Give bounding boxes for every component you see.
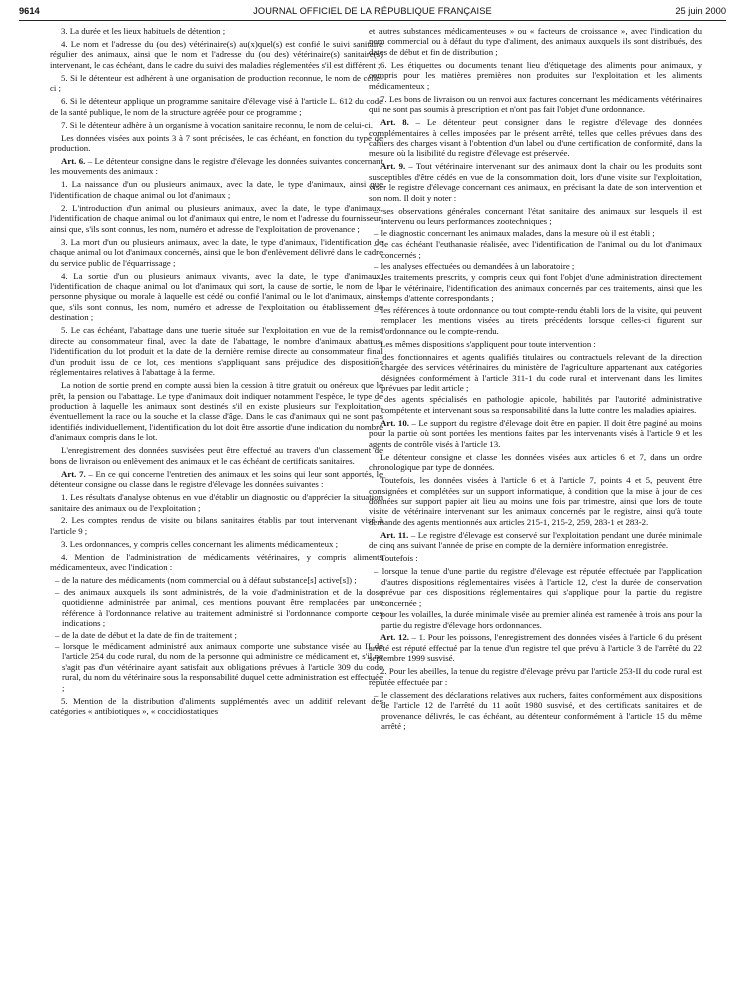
paragraph: La notion de sortie prend en compte aussi bien la cession à titre gratuit ou onéreux que le prêt, la pension ou l'abattage. Le type d'animaux doit indiquer notamment l'espèce, le type de production à laquelle les animaux sont destinés s'il en existe plusieurs sur l'exploitation, éventuellement la race ou la souche et la classe d'âge. Dans le cas d'animaux qui ne sont pas identifiés individuellement, l'identification du lot doit être assortie d'une indication du nombre d'animaux compris dans le lot. (50, 380, 383, 443)
article-7 (50, 469, 383, 490)
paragraph: Les données visées aux points 3 à 7 sont précisées, le cas échéant, en fonction du type de production. (50, 132, 383, 154)
list-item: – le cas échéant l'euthanasie réalisée, avec l'identification de l'animal ou du lot d'animaux concernés ; (374, 239, 702, 260)
list-item: – lorsque la tenue d'une partie du registre d'élevage est réputée effectuée par l'application d'autres dispositions réglementaires visées à l'article 12, c'est la durée de conservation prévue par ces dispositions réglementaires qui s'applique pour la partie du registre concernée ; (374, 566, 702, 608)
paragraph: 2. Pour les abeilles, la tenue du registre d'élevage prévu par l'article 253-II du code rural est réputée effectuée par : (369, 666, 702, 687)
paragraph: 6. Si le détenteur applique un programme sanitaire d'élevage visé à l'article L. 612 du code de la santé publique, le nom de la structure agréée pour ce programme ; (50, 96, 383, 117)
article-label: Art. 9. (380, 161, 406, 172)
right-column (369, 26, 702, 734)
paragraph: 2. L'introduction d'un animal ou plusieurs animaux, avec la date, le type d'animaux, l'identification de chaque animal ou lot d'animaux qui entre, le nom et l'adresse du fournisseur, ainsi que, s'ils sont connus, les nom, numéro et adresse de l'exploitation de provenance ; (50, 202, 383, 234)
article-label: Art. 8. (380, 117, 409, 128)
article-label: Art. 12. (380, 632, 409, 643)
paragraph: 3. La mort d'un ou plusieurs animaux, avec la date, le type d'animaux, l'identification de chaque animal ou lot d'animaux concernés, ainsi que le bon d'enlèvement délivré dans le cadre du service public de l'équarrissage ; (50, 236, 383, 268)
article-9 (369, 161, 702, 203)
article-text: – Le registre d'élevage est conservé sur l'exploitation pendant une durée minimale de cinq ans suivant l'année de prise en compte de la dernière information enregistrée. (369, 529, 702, 551)
list-item: – de la nature des médicaments (nom commercial ou à défaut substance[s] active[s]) ; (55, 575, 357, 586)
paragraph-continuation: et autres substances médicamenteuses » ou « facteurs de croissance », avec l'indication du nom commercial ou à défaut du type d'aliment, des animaux auxquels ils sont distribués, des dates de début et fin de distribution ; (369, 26, 702, 57)
article-text: – En ce qui concerne l'entretien des animaux et les soins qui leur sont apportés, le détenteur consigne ou classe dans le registre d'élevage les données suivantes : (50, 468, 384, 490)
paragraph: 7. Si le détenteur adhère à un organisme à vocation sanitaire reconnu, le nom de celui-ci. (61, 119, 374, 130)
list-item: – les traitements prescrits, y compris ceux qui font l'objet d'une administration directement par le vétérinaire, l'identification des animaux concernés par ces traitements, ainsi que les temps d'attente correspondants ; (374, 272, 702, 304)
paragraph: Toutefois : (380, 553, 418, 564)
paragraph: 1. La naissance d'un ou plusieurs animaux, avec la date, le type d'animaux, ainsi que l'identification de chaque animal ou lot d'animaux ; (50, 179, 383, 200)
paragraph: 4. Mention de l'administration de médicaments vétérinaires, y compris aliments médicamenteux, avec l'indication : (50, 551, 383, 573)
paragraph: 5. Si le détenteur est adhérent à une organisation de production reconnue, le nom de celle-ci ; (50, 72, 383, 94)
list-item: – des animaux auxquels ils sont administrés, de la voie d'administration et de la dose quotidienne administrée par animal, ces mentions pouvant être remplacées par une référence à l'ordonnance relative au traitement administré si l'ordonnance comporte ces indications ; (55, 586, 383, 629)
list-item: – les références à toute ordonnance ou tout compte-rendu établi lors de la visite, qui peuvent remplacer les mentions visées au tirets précédents lorsque celles-ci figurent sur l'ordonnance ou le compte-rendu. (374, 304, 702, 336)
article-text: – Le détenteur consigne dans le registre d'élevage les données suivantes concernant les mouvements des animaux : (50, 155, 384, 177)
dash-list (369, 690, 702, 732)
paragraph: L'enregistrement des données susvisées peut être effectué au travers d'un classement de bons de livraison ou enlèvement des animaux et le cas échéant de certificats sanitaires. (50, 445, 383, 466)
article-12 (369, 632, 702, 663)
paragraph: 5. Mention de la distribution d'aliments supplémentés avec un additif relevant des catégories « antibiotiques », « coccidiostatiques (50, 695, 383, 717)
article-6 (50, 156, 383, 177)
list-item: – le classement des déclarations relatives aux ruchers, faites conformément aux dispositions de l'article 12 de l'arrêté du 11 août 1980 susvisé, et des certificats sanitaires et de provenance délivrés, le cas échéant, au détenteur conformément à l'article 15 du même arrêté ; (374, 689, 702, 732)
journal-title: JOURNAL OFFICIEL DE LA RÉPUBLIQUE FRANÇAISE (253, 6, 492, 16)
paragraph: 5. Le cas échéant, l'abattage dans une tuerie située sur l'exploitation en vue de la remise directe au consommateur final, avec la date de l'abattage, le nombre d'animaux abattus, l'identification du lot produit et la date de la dernière remise directe au consommateur final d'un produit issu de ce lot, ces mentions s'appliquant sans préjudice des dispositions réglementaires relatives à l'abattage à la ferme. (50, 325, 383, 378)
article-label: Art. 11. (380, 529, 409, 540)
header-rule (19, 20, 726, 21)
paragraph: 6. Les étiquettes ou documents tenant lieu d'étiquetage des aliments pour animaux, y compris pour les matières premières non produites sur l'exploitation et les aliments médicamenteux ; (369, 59, 702, 91)
page-number: 9614 (19, 6, 40, 16)
paragraph: Les mêmes dispositions s'appliquent pour toute intervention : (380, 338, 596, 349)
dash-list (369, 352, 702, 416)
article-10 (369, 418, 702, 449)
paragraph: 2. Les comptes rendus de visite ou bilans sanitaires établis par tout intervenant visé à l'article 9 ; (50, 515, 383, 536)
article-text: – Tout vétérinaire intervenant sur des animaux dont la chair ou les produits sont susceptibles d'être cédés en vue de la consommation doit, lors d'une visite sur l'exploitation, viser le registre d'élevage concernant ces animaux, en précisant la date de son intervention et son nom. Il doit y noter : (369, 161, 703, 203)
paragraph: 1. Les résultats d'analyse obtenus en vue d'établir un diagnostic ou d'apprécier la situation sanitaire des animaux ou de l'exploitation ; (50, 492, 383, 513)
list-item: – des fonctionnaires et agents qualifiés titulaires ou contractuels relevant de la direction chargée des services vétérinaires du ministère de l'agriculture appartenant aux catégories désignées conformément à l'article 311-1 du code rural et intervenant dans les limites prévues par ledit article ; (374, 351, 702, 393)
list-item: – le diagnostic concernant les animaux malades, dans la mesure où il est établi ; (374, 227, 655, 238)
article-text: – 1. Pour les poissons, l'enregistrement des données visées à l'article 6 du présent arrêté est réputé effectué par la tenue d'un registre tel que prévu à l'article 3 de l'arrêté du 22 septembre 1999 susvisé. (369, 632, 702, 664)
paragraph: 3. Les ordonnances, y compris celles concernant les aliments médicamenteux ; (61, 538, 339, 549)
issue-date: 25 juin 2000 (675, 6, 726, 16)
article-label: Art. 6. (61, 155, 86, 166)
article-8 (369, 117, 702, 159)
list-item: – de la date de début et la date de fin de traitement ; (55, 629, 237, 640)
article-11 (369, 530, 702, 551)
paragraph: 7. Les bons de livraison ou un renvoi aux factures concernant les médicaments vétérinaires qui ne sont pas soumis à prescription et n'ont pas fait l'objet d'une ordonnance. (369, 93, 702, 115)
list-item: – les analyses effectuées ou demandées à un laboratoire ; (374, 261, 575, 272)
paragraph: Le détenteur consigne et classe les données visées aux articles 6 et 7, dans un ordre chronologique par type de données. (369, 451, 702, 473)
paragraph: 4. La sortie d'un ou plusieurs animaux vivants, avec la date, le type d'animaux, l'identification de chaque animal ou lot d'animaux qui sort, la cause de sortie, le nom de la personne physique ou morale à laquelle est cédé ou confié l'animal ou le lot d'animaux, ainsi que, s'ils sont connus, les nom, numéro et adresse de l'exploitation ou établissement de destination ; (50, 270, 383, 323)
list-item: – lorsque le médicament administré aux animaux comporte une substance visée au II de l'article 254 du code rural, du nom de la personne qui administre ce médicament et, s'il ne s'agit pas d'un vétérinaire ayant satisfait aux obligations prévues à l'article 309 du code rural, du nom du vétérinaire sous la responsabilité duquel cette administration est effectuée ; (55, 640, 383, 693)
left-column (50, 26, 383, 719)
paragraph: Toutefois, les données visées à l'article 6 et à l'article 7, points 4 et 5, peuvent être consignées et complétées sur un support informatique, à condition que la mise à jour de ces données sur support papier ait lieu au moins une fois par trimestre, ainsi que lors de toute visite de vétérinaire intervenant sur les animaux concernés par le registre, ainsi qu'à toute demande des agents mentionnés aux articles 215-1, 215-2, 259, 283-1 et 283-2. (369, 475, 702, 527)
dash-list (369, 206, 702, 336)
article-label: Art. 10. (380, 417, 409, 428)
list-item: – des agents spécialisés en pathologie apicole, habilités par l'autorité administrative compétente et intervenant sous sa responsabilité dans la lutte contre les maladies apiaires. (374, 394, 702, 415)
paragraph: 3. La durée et les lieux habituels de détention ; (61, 26, 226, 36)
page-header (19, 6, 726, 20)
dash-list (50, 575, 383, 693)
article-label: Art. 7. (61, 468, 86, 479)
paragraph: 4. Le nom et l'adresse du (ou des) vétérinaire(s) au(x)quel(s) est confié le suivi sanitaire régulier des animaux, ainsi que le nom et l'adresse du (ou des) vétérinaire(s) sanitaire(s) intervenant, le cas échéant, dans le cadre du suivi des maladies réglementées s'il est différent ; (50, 38, 383, 70)
dash-list (369, 566, 702, 630)
article-text: – Le support du registre d'élevage doit être en papier. Il doit être paginé au moins pour la partie où sont portées les mentions faites par les intervenants visés à l'article 9 et les agents de contrôle visés à l'article 13. (369, 417, 702, 449)
article-text: – Le détenteur peut consigner dans le registre d'élevage des données complémentaires à celles imposées par le présent arrêté, telles que celles prévues dans des cahiers des charges visant à l'obtention d'un label ou d'une certification de conformité, dans la mesure où la lisibilité du registre d'élevage est préservée. (369, 117, 703, 159)
list-item: – ses observations générales concernant l'état sanitaire des animaux sur lesquels il est intervenu ou leurs performances zootechniques ; (374, 205, 702, 227)
list-item: – pour les volailles, la durée minimale visée au premier alinéa est ramenée à trois ans pour la partie du registre d'élevage hors ordonnances. (374, 609, 702, 630)
